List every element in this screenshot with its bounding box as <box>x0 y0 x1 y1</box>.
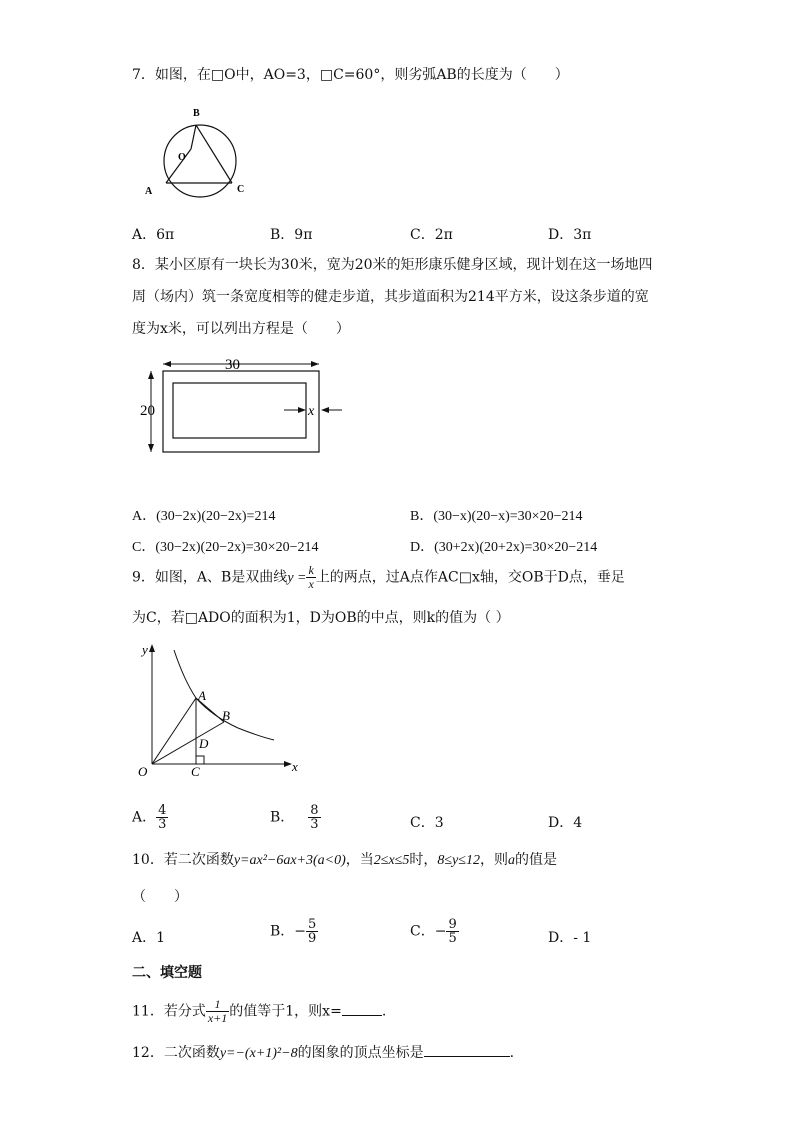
label-o: O <box>178 152 186 163</box>
q9-option-a: A． $\frac{4}{3}$ <box>132 803 167 832</box>
q12-answer-blank[interactable] <box>424 1042 510 1057</box>
question-10-line2: （ ） <box>132 889 188 905</box>
q10-option-a: A．1 <box>132 930 166 946</box>
q11-fraction: $\frac{1}{x+1}$ <box>207 997 228 1025</box>
label-d: D <box>199 736 209 751</box>
label-20: 20 <box>140 403 155 419</box>
section-title-fill-in: 二、填空题 <box>132 965 202 981</box>
label-b: B <box>193 108 200 119</box>
q8-option-b: B．(30−x)(20−x)=30×20−214 <box>410 509 583 524</box>
q7-option-b: B．9π <box>270 227 313 243</box>
label-x: x <box>292 759 298 774</box>
q9-line1-pre: 9．如图，A、B是双曲线 <box>132 569 288 586</box>
label-o: O <box>138 764 148 779</box>
label-x: x <box>308 404 315 419</box>
label-c: C <box>191 764 200 779</box>
q10-function: y=ax²−6ax+3(a<0) <box>233 853 346 868</box>
question-7-text: 7．如图，在□O中，AO=3，□C=60°，则劣弧AB的长度为（ ） <box>132 67 569 83</box>
q8-option-d: D．(30+2x)(20+2x)=30×20−214 <box>410 540 598 555</box>
q9-fraction: $\frac{k}{x}$ <box>308 563 314 591</box>
label-c: C <box>237 184 245 195</box>
q10-option-b: B．− $\frac{5}{9}$ <box>270 917 317 946</box>
label-b: B <box>222 708 230 723</box>
q10-option-d: D．- 1 <box>548 930 592 946</box>
q11-answer-blank[interactable] <box>342 1001 382 1016</box>
question-8-line2: 周（场内）筑一条宽度相等的健走步道，其步道面积为214平方米，设这条步道的宽 <box>132 289 649 305</box>
label-30: 30 <box>225 357 240 373</box>
q12-function: y=−(x+1)²−8 <box>219 1046 298 1061</box>
question-9-hyperbola-figure <box>138 640 308 780</box>
q7-option-d: D．3π <box>548 227 592 243</box>
q8-option-a: A．(30−2x)(20−2x)=214 <box>132 509 276 524</box>
right-angle-mark <box>196 756 204 764</box>
label-a: A <box>198 688 206 703</box>
segment-bc <box>196 125 232 183</box>
circle-o <box>164 125 236 197</box>
q8-option-c: C．(30−2x)(20−2x)=30×20−214 <box>132 540 319 555</box>
q7-option-c: C．2π <box>410 227 453 243</box>
question-12: 12．二次函数y=−(x+1)²−8的图象的顶点坐标是 . <box>132 1042 514 1063</box>
q9-line1-post: 上的两点，过A点作AC□x轴，交OB于D点，垂足 <box>315 569 625 586</box>
label-a: A <box>145 186 153 197</box>
question-8-line1: 8．某小区原有一块长为30米，宽为20米的矩形康乐健身区域，现计划在这一场地四 <box>132 257 653 273</box>
q10-option-c: C．− $\frac{9}{5}$ <box>410 917 457 946</box>
segment-ob <box>191 125 196 149</box>
hyperbola-curve <box>174 650 274 740</box>
question-9-line1 <box>132 564 625 591</box>
q9-option-c: C．3 <box>410 815 444 831</box>
question-8-rectangle-figure <box>136 352 346 456</box>
label-y: y <box>142 642 148 657</box>
question-7-circle-figure <box>138 104 250 200</box>
segment-oa <box>152 698 196 764</box>
q9-option-d: D．4 <box>548 815 583 831</box>
q7-option-a: A．6π <box>132 227 175 243</box>
question-10-line1: 10．若二次函数y=ax²−6ax+3(a<0)，当2≤x≤5时，8≤y≤12，则a的值是 <box>132 852 557 868</box>
segment-ob <box>152 722 224 764</box>
question-9-line2: 为C，若□ADO的面积为1，D为OB的中点，则k的值为（ ） <box>132 610 510 626</box>
q9-eq-lhs: y = <box>287 570 307 586</box>
question-8-line3: 度为x米，可以列出方程是（ ） <box>132 321 350 337</box>
question-11: 11．若分式 $\frac{1}{x+1}$ 的值等于1，则x= . <box>132 997 387 1025</box>
q9-option-b: B． $\frac{8}{3}$ <box>270 803 319 832</box>
